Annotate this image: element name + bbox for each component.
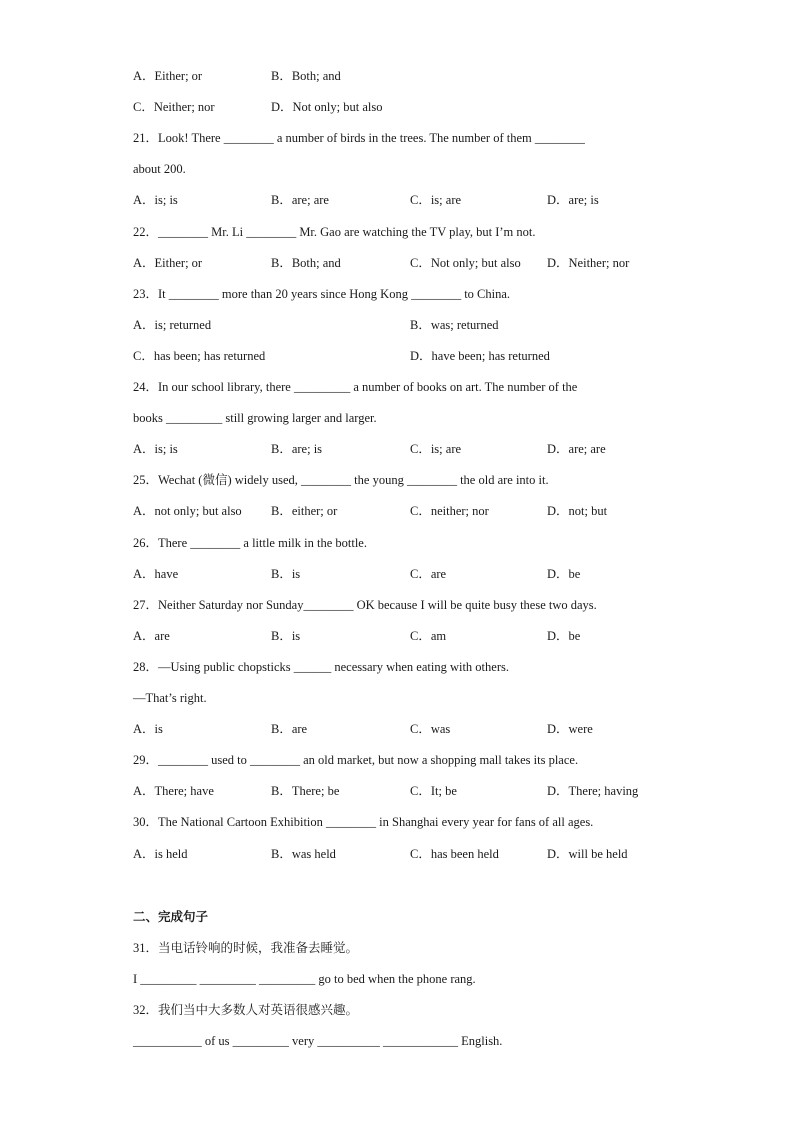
option-C: C．am: [410, 628, 447, 643]
option-B: B．is: [271, 628, 301, 643]
option-D: D．not; but: [547, 504, 608, 519]
line-12-options: [133, 439, 674, 459]
line-5-text: 22．________ Mr. Li ________ Mr. Gao are watching the TV play, but I’m not.: [133, 224, 536, 239]
line-10-text: 24．In our school library, there _________ a number of books on art. The number of the: [133, 380, 578, 394]
line-9-options: [133, 346, 674, 366]
line-21-options: [133, 719, 674, 739]
option-A: A．is; is: [133, 442, 178, 457]
option-A: A．have: [133, 566, 179, 581]
option-A: A．Either; or: [133, 69, 203, 83]
line-18-options: [133, 626, 674, 646]
line-6-options: [133, 253, 674, 273]
line-25-options: [133, 844, 674, 864]
option-D: D．are; are: [547, 442, 606, 457]
line-22-text: 29．________ used to ________ an old market, but now a shopping mall takes its place.: [133, 753, 579, 768]
line-17-text: 27．Neither Saturday nor Sunday________ OK because I will be quite busy these two days.: [133, 597, 597, 612]
line-11-text: books _________ still growing larger and larger.: [133, 411, 377, 426]
option-C: C．neither; nor: [410, 504, 489, 519]
option-D: D．were: [547, 722, 593, 737]
section2-line-2-text: 32．我们当中大多数人对英语很感兴趣。: [133, 1003, 359, 1017]
option-B: D．Not only; but also: [271, 100, 383, 115]
line-14-options: [133, 501, 674, 521]
option-B: B．Both; and: [271, 255, 341, 270]
line-8-options: [133, 315, 674, 335]
option-A: A．is; is: [133, 193, 178, 208]
line-24-text: 30．The National Cartoon Exhibition ________ in Shanghai every year for fans of all ages.: [133, 815, 594, 830]
section2-line-1-text: I _________ _________ _________ go to bed when the phone rang.: [133, 972, 476, 986]
option-B: B．was; returned: [410, 317, 499, 332]
option-D: D．Neither; nor: [547, 255, 630, 270]
option-C: C．was: [410, 722, 451, 737]
option-B: B．either; or: [271, 504, 338, 519]
option-D: D．be: [547, 566, 581, 581]
option-D: D．are; is: [547, 193, 599, 208]
line-4-options: [133, 190, 674, 210]
option-C: C．is; are: [410, 442, 462, 457]
option-C: C．It; be: [410, 784, 457, 799]
option-C: C．are: [410, 566, 447, 581]
option-B: B．was held: [271, 846, 336, 861]
option-B: B．is: [271, 566, 301, 581]
line-1-options: [133, 97, 674, 117]
section2-line-0-text: 31．当电话铃响的时候，我准备去睡觉。: [133, 941, 359, 955]
option-A: A．There; have: [133, 784, 214, 799]
option-A: A．Either; or: [133, 255, 203, 270]
option-A: C．Neither; nor: [133, 100, 215, 115]
section2-line-3-text: ___________ of us _________ very __________ ____________ English.: [133, 1034, 503, 1048]
option-B: B．are; are: [271, 193, 329, 208]
option-A: C．has been; has returned: [133, 348, 266, 363]
section-heading: 二、完成句子: [133, 909, 209, 924]
option-B: B．are: [271, 722, 308, 737]
line-19-text: 28．—Using public chopsticks ______ necessary when eating with others.: [133, 659, 509, 674]
line-20-text: —That’s right.: [133, 691, 207, 705]
line-3-text: about 200.: [133, 162, 186, 177]
option-A: A．is; returned: [133, 317, 212, 332]
option-D: D．be: [547, 628, 581, 643]
option-D: D．There; having: [547, 784, 639, 799]
line-13-text: 25．Wechat (微信) widely used, ________ the young ________ the old are into it.: [133, 473, 549, 488]
line-7-text: 23．It ________ more than 20 years since Hong Kong ________ to China.: [133, 286, 511, 301]
option-B: B．are; is: [271, 442, 323, 457]
line-2-text: 21．Look! There ________ a number of birds in the trees. The number of them ________: [133, 131, 585, 146]
option-A: A．is held: [133, 846, 188, 861]
option-A: A．not only; but also: [133, 504, 242, 519]
option-D: D．will be held: [547, 846, 628, 861]
option-A: A．is: [133, 722, 163, 737]
line-23-options: [133, 781, 674, 801]
line-15-text: 26．There ________ a little milk in the bottle.: [133, 535, 367, 550]
line-16-options: [133, 564, 674, 584]
option-B: D．have been; has returned: [410, 348, 550, 363]
option-A: A．are: [133, 628, 170, 643]
line-0-options: [133, 66, 674, 86]
option-B: B．There; be: [271, 784, 340, 799]
option-C: C．has been held: [410, 846, 499, 861]
option-B: B．Both; and: [271, 69, 341, 83]
option-C: C．is; are: [410, 193, 462, 208]
option-C: C．Not only; but also: [410, 255, 521, 270]
